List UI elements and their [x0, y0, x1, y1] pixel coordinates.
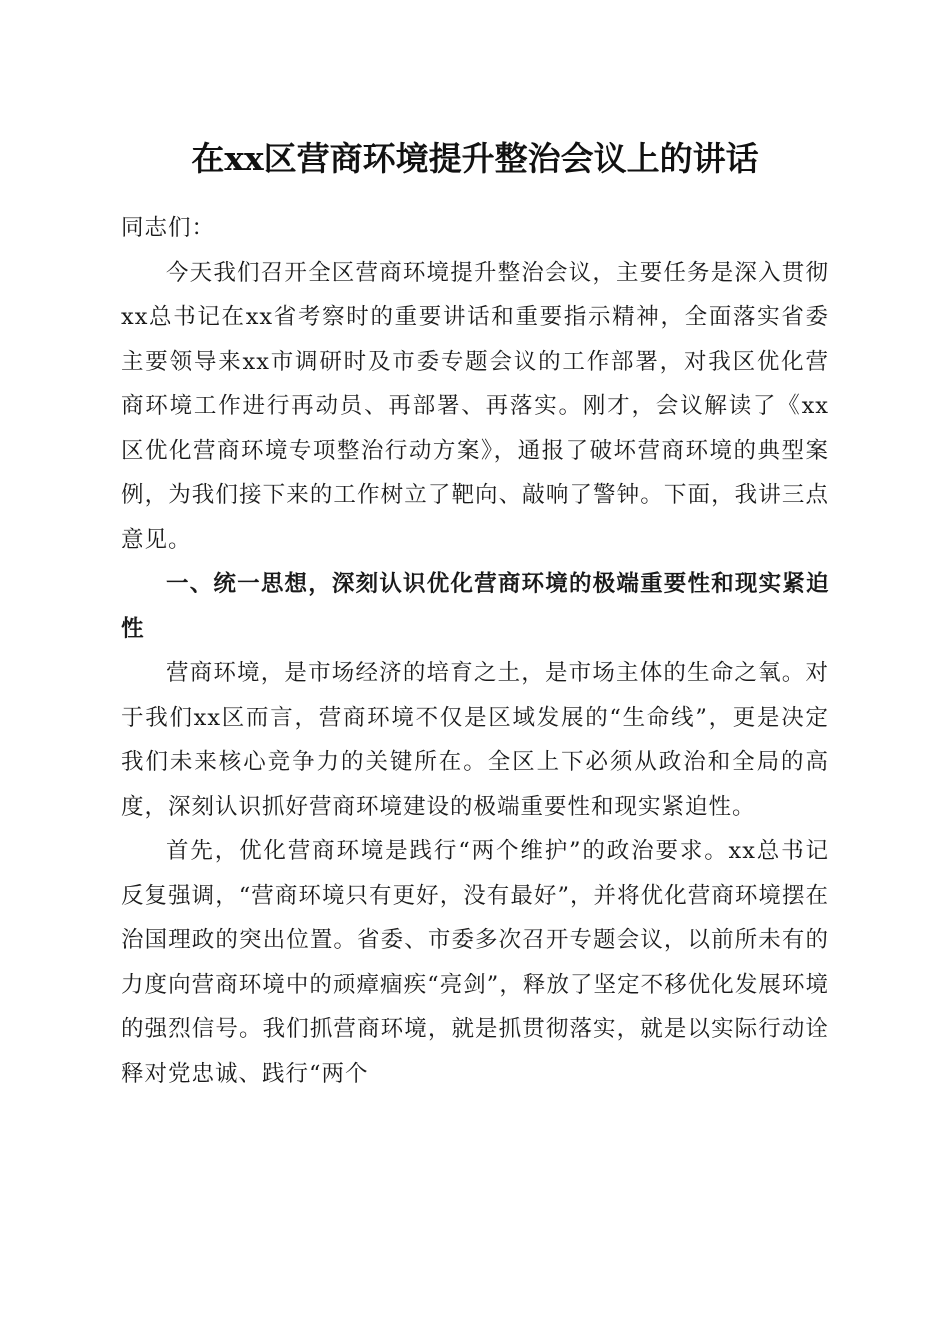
- section-1-paragraph: 首先，优化营商环境是践行“两个维护”的政治要求。xx总书记反复强调，“营商环境只有更好，没有最好”，并将优化营商环境摆在治国理政的突出位置。省委、市委多次召开专题会议，以前所未有的力度向营商环境中的顽瘴痼疾“亮剑”，释放了坚定不移优化发展环境的强烈信号。我们抓营商环境，就是抓贯彻落实，就是以实际行动诠释对党忠诚、践行“两个: [121, 838, 829, 1087]
- intro-paragraph: 今天我们召开全区营商环境提升整治会议，主要任务是深入贯彻xx总书记在xx省考察时的重要讲话和重要指示精神，全面落实省委主要领导来xx市调研时及市委专题会议的工作部署，对我区优化营商环境工作进行再动员、再部署、再落实。刚才，会议解读了《xx区优化营商环境专项整治行动方案》，通报了破坏营商环境的典型案例，为我们接下来的工作树立了靶向、敲响了警钟。下面，我讲三点意见。: [121, 259, 829, 553]
- salutation: 同志们：: [121, 215, 216, 241]
- section-heading-1: 一、统一思想，深刻认识优化营商环境的极端重要性和现实紧迫性: [121, 571, 829, 642]
- document-title: 在xx区营商环境提升整治会议上的讲话: [191, 139, 759, 178]
- document-body: [121, 206, 829, 1096]
- section-1-paragraph: 营商环境，是市场经济的培育之土，是市场主体的生命之氧。对于我们xx区而言，营商环境不仅是区域发展的“生命线”，更是决定我们未来核心竞争力的关键所在。全区上下必须从政治和全局的高度，深刻认识抓好营商环境建设的极端重要性和现实紧迫性。: [121, 660, 829, 820]
